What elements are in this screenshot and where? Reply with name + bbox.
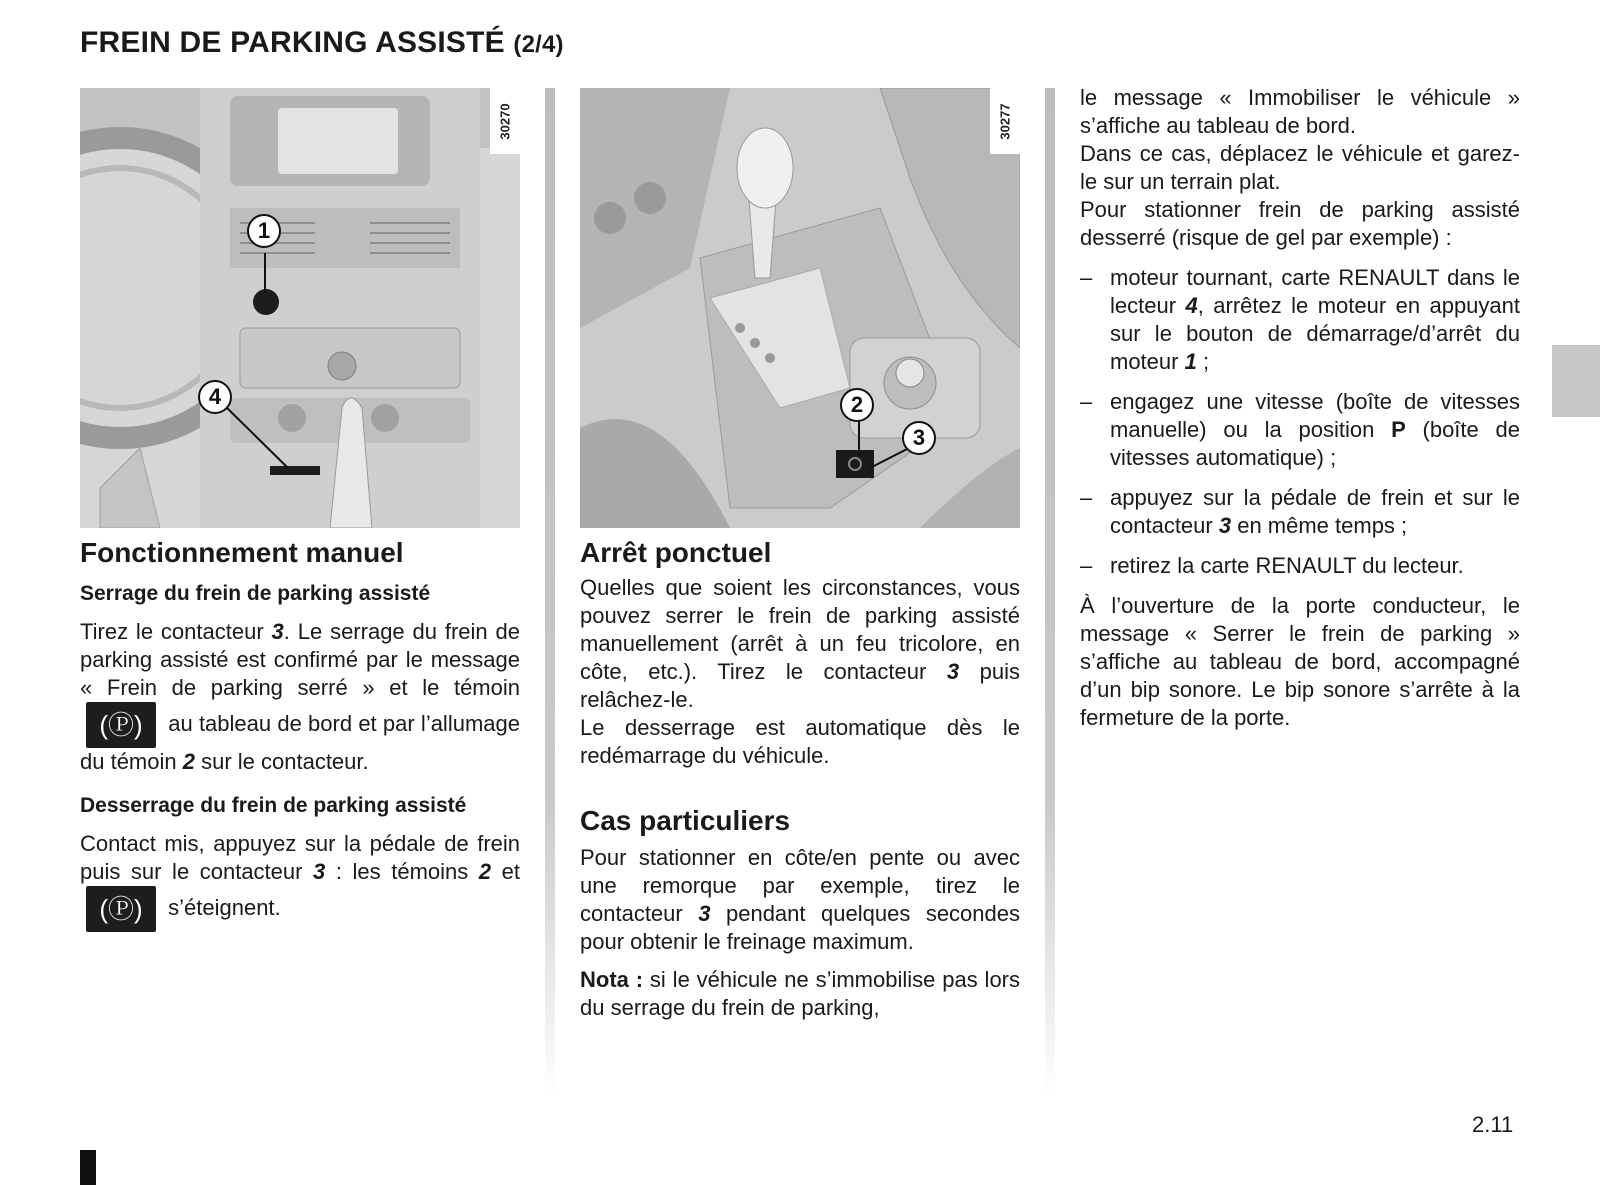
section-heading-cas: Cas particuliers [580,805,791,836]
procedure-list [1080,264,1520,580]
paragraph-desserrage-auto: Le desserrage est automatique dès le redémarrage du véhicule. [580,715,1020,768]
column-right [1080,84,1520,732]
callout-4: 4 [198,380,232,414]
parking-brake-warning-icon: (Ⓟ) [86,702,156,748]
list-item: – engagez une vitesse (boîte de vitesses manuelle) ou la position P (boîte de vitesses automatique) ; [1080,388,1520,472]
paragraph-desserrage: Contact mis, appuyez sur la pédale de frein puis sur le contacteur 3 : les témoins 2 et (Ⓟ) s’éteignent. [80,830,520,932]
column-separator [545,88,555,1098]
column-separator [1045,88,1055,1098]
callout-3: 3 [902,421,936,455]
page-number: 2.11 [1472,1112,1514,1137]
page-title-part: (2/4) [513,31,564,58]
section-heading-manual: Fonctionnement manuel [80,537,404,568]
subheading-desserrage: Desserrage du frein de parking assisté [80,794,467,817]
callout-2: 2 [840,388,874,422]
paragraph-ouverture-porte: À l’ouverture de la porte conducteur, le message « Serrer le frein de parking » s’affiche au tableau de bord, accompagné d’un bip sonore. Le bip sonore s’arrête à la fermeture de la porte. [1080,593,1520,730]
corner-mark [80,1150,96,1185]
column-middle [580,88,1020,1022]
paragraph-arret: Quelles que soient les circonstances, vous pouvez serrer le frein de parking assisté manuellement (arrêt à un feu tricolore, en côte, etc.). Tirez le contacteur 3 puis relâchez-le. [580,575,1020,712]
page-title-text: FREIN DE PARKING ASSISTÉ [80,26,505,59]
paragraph-deplacez: Dans ce cas, déplacez le véhicule et garez-le sur un terrain plat. [1080,141,1520,194]
list-item: – moteur tournant, carte RENAULT dans le lecteur 4, arrêtez le moteur en appuyant sur le bouton de démarrage/d’arrêt du moteur 1 ; [1080,264,1520,376]
subheading-serrage: Serrage du frein de parking assisté [80,582,431,605]
chapter-tab [1552,345,1600,417]
column-left [80,88,520,932]
section-heading-arret: Arrêt ponctuel [580,537,772,568]
paragraph-stationner: Pour stationner frein de parking assisté desserré (risque de gel par exemple) : [1080,197,1520,250]
page-title [80,26,564,60]
paragraph-serrage: Tirez le contacteur 3. Le serrage du frein de parking assisté est confirmé par le message « Frein de parking serré » et le témoin (Ⓟ) au tableau de bord et par l’allumage du témoin 2 sur le contacteur. [80,619,520,774]
console-illustration [580,88,1020,528]
figure-code: 30270 [490,88,520,154]
paragraph-immobiliser: le message « Immobiliser le véhicule » s’affiche au tableau de bord. [1080,85,1520,138]
figure-code: 30277 [990,88,1020,154]
paragraph-cas: Pour stationner en côte/en pente ou avec une remorque par exemple, tirez le contacteur 3 pendant quelques secondes pour obtenir le freinage maximum. [580,845,1020,954]
paragraph-nota: Nota : si le véhicule ne s’immobilise pas lors du serrage du frein de parking, [580,967,1021,1020]
parking-brake-warning-icon: (Ⓟ) [86,886,156,932]
callout-1: 1 [247,214,281,248]
dashboard-illustration [80,88,520,528]
dashboard-drawing [80,88,520,528]
list-item: – appuyez sur la pédale de frein et sur le contacteur 3 en même temps ; [1080,484,1520,540]
list-item: – retirez la carte RENAULT du lecteur. [1080,552,1520,580]
console-drawing [580,88,1020,528]
